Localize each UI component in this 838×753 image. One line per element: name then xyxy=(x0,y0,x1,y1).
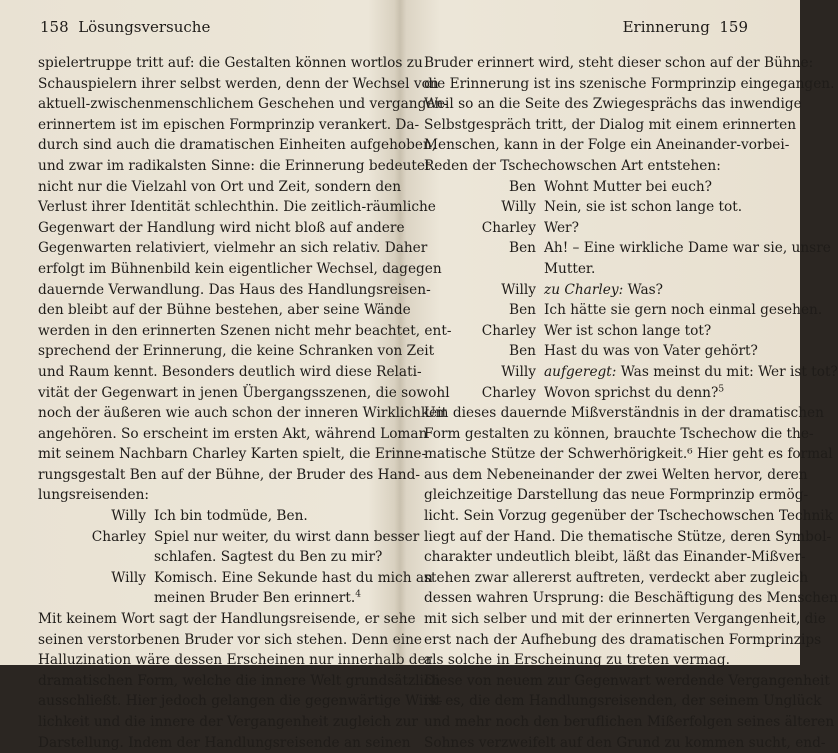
utterance-text: Ich hätte sie gern noch einmal gesehen. xyxy=(544,302,823,319)
text-line: durch sind auch die dramatischen Einheiten aufgehoben, xyxy=(38,137,437,154)
dialogue-line xyxy=(38,588,370,609)
text-line: noch der äußeren wie auch schon der inneren Wirklichkeit xyxy=(38,405,448,422)
text-line: werden in den erinnerten Szenen nicht mehr beachtet, ent- xyxy=(38,322,452,339)
speaker-name: Willy xyxy=(111,508,146,525)
stage-direction: zu Charley: xyxy=(544,281,624,298)
right-page-body xyxy=(424,53,838,753)
utterance xyxy=(544,218,758,239)
dialogue-line xyxy=(424,300,823,321)
text-line: sprechend der Erinnerung, die keine Schranken von Zeit xyxy=(38,343,435,360)
text-line: und mehr noch den beruflichen Mißerfolgen seines älteren xyxy=(424,714,835,730)
speaker-name: Charley xyxy=(481,384,536,401)
utterance xyxy=(544,197,758,218)
utterance xyxy=(544,362,838,383)
text-line: aktuell-zwischenmenschlichem Geschehen und vergangen- xyxy=(38,96,448,113)
text-line: Halluzination wäre dessen Erscheinen nur innerhalb der xyxy=(38,652,433,669)
running-head: Erinnerung xyxy=(622,18,710,36)
footnote-marker: 5 xyxy=(718,383,725,394)
text-line: lungsreisenden: xyxy=(38,487,150,504)
text-line: ausschließt. Hier jedoch gelangen die gegenwärtige Wirk- xyxy=(38,693,443,710)
text-line: licht. Sein Vorzug gegenüber der Tschechowschen Technik xyxy=(424,508,833,525)
speaker-name: Charley xyxy=(481,322,536,339)
utterance-text: Spiel nur weiter, du wirst dann besser xyxy=(154,528,420,545)
utterance xyxy=(154,588,370,609)
utterance xyxy=(154,568,433,589)
right-page-header xyxy=(623,18,748,36)
text-line: erst nach der Aufhebung des dramatischen Formprinzips xyxy=(424,631,822,648)
utterance-text: Komisch. Eine Sekunde hast du mich an xyxy=(154,569,433,586)
text-line: Um dieses dauernde Mißverständnis in der dramatischen xyxy=(424,405,824,422)
utterance xyxy=(154,506,370,527)
utterance-text: Wer? xyxy=(544,219,579,236)
left-page-header xyxy=(40,18,210,36)
page-number: 158 xyxy=(40,18,69,36)
dialogue-line xyxy=(424,238,831,259)
dialogue-line xyxy=(424,362,838,383)
text-line: spielertruppe tritt auf: die Gestalten können wortlos zu xyxy=(38,55,423,71)
text-line: dramatischen Form, welche die innere Welt grundsätzlich xyxy=(38,672,441,689)
utterance-text: schlafen. Sagtest du Ben zu mir? xyxy=(154,549,383,566)
dialogue-line xyxy=(38,527,420,548)
text-line: matische Stütze der Schwerhörigkeit.⁶ Hier geht es formal xyxy=(424,446,833,463)
text-line: stehen zwar allererst auftreten, verdeckt aber zugleich xyxy=(424,569,809,586)
text-line: Diese von neuem zur Gegenwart werdende Vergangenheit xyxy=(424,672,830,689)
text-line: ist es, die dem Handlungsreisenden, der seinem Unglück xyxy=(424,693,822,710)
dialogue-line xyxy=(424,321,758,342)
text-line: Form gestalten zu können, brauchte Tschechow die the- xyxy=(424,425,814,442)
dialogue-block xyxy=(38,506,433,609)
utterance-text: meinen Bruder Ben erinnert. xyxy=(154,590,356,607)
utterance xyxy=(154,527,419,548)
paragraph xyxy=(424,53,835,177)
utterance-text: Hast du was von Vater gehört? xyxy=(544,343,758,360)
text-line: Gegenwart der Handlung wird nicht bloß auf andere xyxy=(38,219,405,236)
text-line: Reden der Tschechowschen Art entstehen: xyxy=(424,157,721,174)
text-line: charakter undeutlich bleibt, läßt das Einander-Mißver- xyxy=(424,549,806,566)
utterance-text: Wer ist schon lange tot? xyxy=(544,322,712,339)
text-line: nicht nur die Vielzahl von Ort und Zeit, sondern den xyxy=(38,178,402,195)
page-number: 159 xyxy=(719,18,748,36)
text-line: dessen wahren Ursprung: die Beschäftigung des Menschen xyxy=(424,590,838,607)
stage-direction: aufgeregt: xyxy=(544,363,617,380)
dialogue-line xyxy=(424,177,758,198)
paragraph xyxy=(424,403,838,671)
dialogue-line xyxy=(38,506,370,527)
utterance-text: Ah! – Eine wirkliche Dame war sie, unsre xyxy=(544,240,831,257)
text-line: Mit keinem Wort sagt der Handlungsreisende, er sehe xyxy=(38,611,416,628)
utterance-text: Mutter. xyxy=(544,260,596,277)
utterance-text: Was? xyxy=(627,281,663,298)
footnote-marker: 4 xyxy=(355,589,361,600)
utterance xyxy=(544,177,758,198)
utterance xyxy=(544,341,758,362)
paragraph xyxy=(38,53,452,506)
speaker-name: Willy xyxy=(111,569,146,586)
text-line: Verlust ihrer Identität schlechthin. Die zeitlich-räumliche xyxy=(38,199,436,216)
utterance xyxy=(544,259,758,280)
utterance xyxy=(544,321,758,342)
text-line: gleichzeitige Darstellung das neue Formprinzip ermög- xyxy=(424,487,809,504)
paragraph xyxy=(38,609,443,753)
text-line: den bleibt auf der Bühne bestehen, aber seine Wände xyxy=(38,302,411,319)
utterance-text: Nein, sie ist schon lange tot. xyxy=(544,199,743,216)
speaker-name: Willy xyxy=(501,199,536,216)
text-line: aus dem Nebeneinander der zwei Welten hervor, deren xyxy=(424,466,808,483)
text-line: und Raum kennt. Besonders deutlich wird diese Relati- xyxy=(38,363,422,380)
dialogue-block xyxy=(424,177,838,404)
left-page-body xyxy=(38,53,452,753)
dialogue-line xyxy=(424,341,758,362)
speaker-name: Ben xyxy=(509,343,536,360)
running-head: Lösungsversuche xyxy=(78,18,211,36)
text-line: dauernde Verwandlung. Das Haus des Handlungsreisen- xyxy=(38,281,431,298)
text-line: Sohnes verzweifelt auf den Grund zu kommen sucht, end- xyxy=(424,734,826,751)
text-line: Weil so an die Seite des Zwiegesprächs das inwendige xyxy=(424,96,802,113)
utterance-text: Wohnt Mutter bei euch? xyxy=(544,178,713,195)
text-line: lichkeit und die innere der Vergangenheit zugleich zur xyxy=(38,714,418,730)
utterance xyxy=(544,383,758,404)
speaker-name: Willy xyxy=(501,281,536,298)
paragraph xyxy=(424,671,835,753)
speaker-name: Charley xyxy=(91,528,146,545)
speaker-name: Charley xyxy=(481,219,536,236)
text-line: Selbstgespräch tritt, der Dialog mit einem erinnerten xyxy=(424,116,797,133)
dialogue-line xyxy=(424,218,758,239)
utterance xyxy=(544,238,831,259)
text-line: angehören. So erscheint im ersten Akt, während Loman xyxy=(38,425,428,442)
text-line: erinnertem ist im epischen Formprinzip verankert. Da- xyxy=(38,116,420,133)
dialogue-line xyxy=(424,259,758,280)
dialogue-line xyxy=(38,568,433,589)
text-line: seinen verstorbenen Bruder vor sich stehen. Denn eine xyxy=(38,631,422,648)
text-line: mit sich selber und mit der erinnerten Vergangenheit, die xyxy=(424,611,826,628)
utterance xyxy=(154,547,382,568)
text-line: liegt auf der Hand. Die thematische Stütze, deren Symbol- xyxy=(424,528,832,545)
text-line: Menschen, kann in der Folge ein Aneinander-vorbei- xyxy=(424,137,790,154)
text-line: rungsgestalt Ben auf der Bühne, der Bruder des Hand- xyxy=(38,466,420,483)
right-page xyxy=(400,0,838,751)
text-line: und zwar im radikalsten Sinne: die Erinnerung bedeutet xyxy=(38,157,431,174)
text-line: Darstellung. Indem der Handlungsreisende an seinen xyxy=(38,734,411,751)
utterance xyxy=(544,300,822,321)
text-line: Gegenwarten relativiert, vielmehr an sich relativ. Daher xyxy=(38,240,428,257)
text-line: erfolgt im Bühnenbild kein eigentlicher Wechsel, dagegen xyxy=(38,260,442,277)
dialogue-line xyxy=(424,280,758,301)
text-line: als solche in Erscheinung zu treten vermag. xyxy=(424,652,731,669)
text-line: Schauspielern ihrer selbst werden, denn der Wechsel von xyxy=(38,75,439,92)
text-line: vität der Gegenwart in jenen Übergangsszenen, die sowohl xyxy=(38,384,450,401)
utterance-text: Ich bin todmüde, Ben. xyxy=(154,508,308,525)
speaker-name: Ben xyxy=(509,240,536,257)
dialogue-line xyxy=(424,197,758,218)
dialogue-line xyxy=(38,547,383,568)
dialogue-line xyxy=(424,383,758,404)
text-line: Bruder erinnert wird, steht dieser schon auf der Bühne: xyxy=(424,55,814,71)
speaker-name: Ben xyxy=(509,178,536,195)
speaker-name: Ben xyxy=(509,302,536,319)
text-line: die Erinnerung ist ins szenische Formprinzip eingegangen. xyxy=(424,75,835,92)
utterance-text: Was meinst du mit: Wer ist tot? xyxy=(620,363,838,380)
utterance xyxy=(544,280,758,301)
utterance-text: Wovon sprichst du denn? xyxy=(544,384,719,401)
speaker-name: Willy xyxy=(501,363,536,380)
text-line: mit seinem Nachbarn Charley Karten spielt, die Erinne- xyxy=(38,446,427,463)
